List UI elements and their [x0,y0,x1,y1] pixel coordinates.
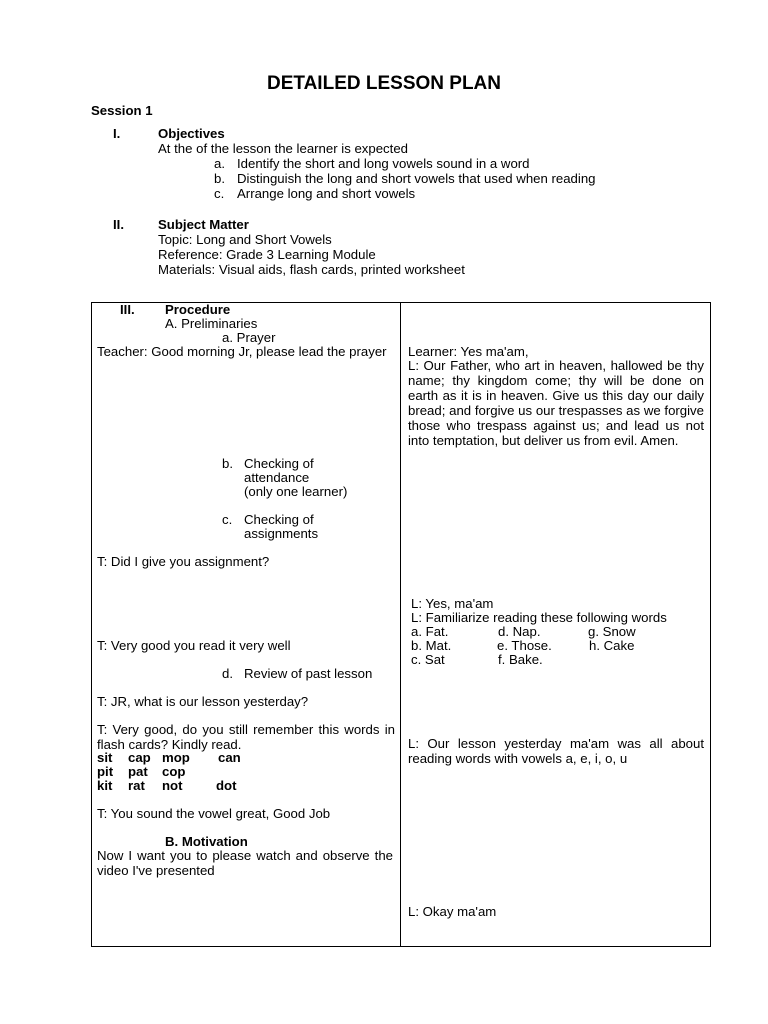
procedure-heading: Procedure [165,302,231,317]
flash-word: kit [97,778,113,793]
assignments-marker: c. [222,512,233,527]
word-item: d. Nap. [498,624,541,639]
session-label: Session 1 [91,103,153,118]
flash-word: not [162,778,183,793]
teacher-video-line: Now I want you to please watch and observe the video I've presented [97,848,393,878]
learner-prayer-text: L: Our Father, who art in heaven, hallowed be thy name; thy kingdom come; thy will be done on earth as it is in heaven. Give us this day our daily bread; and forgive us our trespasses as we forgive those who trespass against us; and lead us not into temptation, but deliver us from evil. Amen. [408,358,704,448]
objectives-heading: Objectives [158,126,225,141]
flash-word: sit [97,750,113,765]
flash-word: dot [216,778,237,793]
word-item: c. Sat [411,652,445,667]
teacher-lesson-yesterday-line: T: JR, what is our lesson yesterday? [97,694,309,709]
word-item: a. Fat. [411,624,449,639]
flash-word: pit [97,764,114,779]
objective-marker: b. [214,171,225,186]
teacher-very-good-line: T: Very good you read it very well [97,638,291,653]
preliminaries-heading: A. Preliminaries [165,316,258,331]
page-title: DETAILED LESSON PLAN [267,73,501,94]
subject-materials: Materials: Visual aids, flash cards, printed worksheet [158,262,465,277]
learner-lesson-yesterday-line: L: Our lesson yesterday ma'am was all about reading words with vowels a, e, i, o, u [408,736,704,766]
objective-marker: c. [214,186,225,201]
learner-yes-maam-line: L: Yes, ma'am [411,596,494,611]
table-column-divider [400,302,401,947]
teacher-flash-cards-line: T: Very good, do you still remember this words in flash cards? Kindly read. [97,722,395,752]
prayer-heading: a. Prayer [222,330,276,345]
teacher-prayer-line: Teacher: Good morning Jr, please lead the prayer [97,344,387,359]
subject-matter-heading: Subject Matter [158,217,249,232]
teacher-great-line: T: You sound the vowel great, Good Job [97,806,331,821]
review-heading: Review of past lesson [244,666,373,681]
objectives-numeral: I. [113,126,121,141]
procedure-numeral: III. [120,302,135,317]
flash-word: can [218,750,241,765]
word-item: g. Snow [588,624,636,639]
attendance-line: attendance [244,470,310,485]
attendance-marker: b. [222,456,233,471]
flash-word: cop [162,764,186,779]
word-item: f. Bake. [498,652,543,667]
objectives-intro: At the of the lesson the learner is expected [158,141,408,156]
assignments-line: assignments [244,526,319,541]
flash-word: mop [162,750,190,765]
subject-reference: Reference: Grade 3 Learning Module [158,247,376,262]
objective-marker: a. [214,156,225,171]
word-item: h. Cake [589,638,635,653]
flash-word: cap [128,750,151,765]
word-item: e. Those. [497,638,552,653]
subject-topic: Topic: Long and Short Vowels [158,232,332,247]
attendance-line: Checking of [244,456,314,471]
objective-item: Arrange long and short vowels [237,186,416,201]
learner-familiarize-line: L: Familiarize reading these following words [411,610,667,625]
motivation-heading: B. Motivation [165,834,248,849]
objective-item: Distinguish the long and short vowels that used when reading [237,171,596,186]
objective-item: Identify the short and long vowels sound in a word [237,156,530,171]
learner-yes-line: Learner: Yes ma'am, [408,344,529,359]
flash-word: pat [128,764,148,779]
review-marker: d. [222,666,233,681]
learner-okay-line: L: Okay ma'am [408,904,497,919]
flash-word: rat [128,778,145,793]
subject-matter-numeral: II. [113,217,124,232]
teacher-assignment-line: T: Did I give you assignment? [97,554,270,569]
word-item: b. Mat. [411,638,452,653]
assignments-line: Checking of [244,512,314,527]
attendance-line: (only one learner) [244,484,348,499]
